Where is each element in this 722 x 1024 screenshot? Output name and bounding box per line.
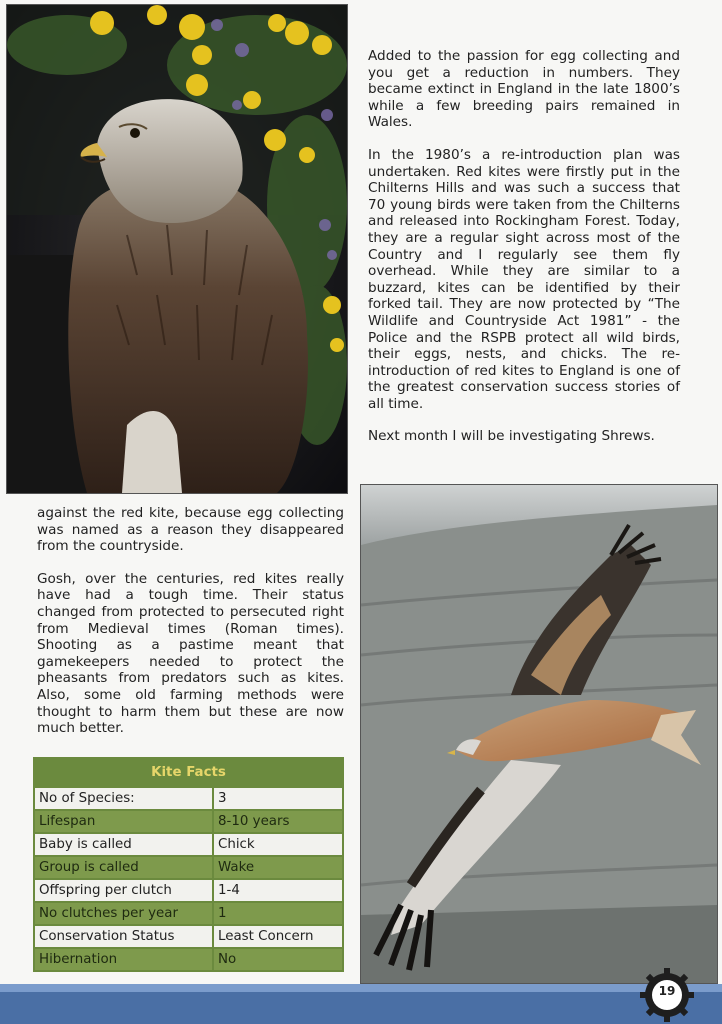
footer-band-highlight (0, 984, 722, 992)
fact-label: Hibernation (34, 948, 213, 971)
paragraph: Gosh, over the centuries, red kites really have had a tough time. Their status changed from protected to persecuted right from Medieval times (Roman times). Shooting as a pastime meant that gamekeepers needed to protect the pheasants from predators such as kites. Also, some old farming methods were thought to harm them but these are now much better. (37, 570, 344, 737)
paragraph: Added to the passion for egg collecting and you get a reduction in numbers. They became extinct in England in the late 1800’s while a few breeding pairs remained in Wales. (368, 48, 680, 131)
fact-value: Wake (213, 856, 343, 879)
table-row (34, 833, 343, 856)
kite-facts-table (33, 757, 344, 972)
fact-value: 3 (213, 787, 343, 810)
table-row (34, 948, 343, 971)
fact-value: 1-4 (213, 879, 343, 902)
table-row (34, 810, 343, 833)
kite-portrait-photo (6, 4, 348, 494)
table-row (34, 902, 343, 925)
fact-label: Lifespan (34, 810, 213, 833)
paragraph: Next month I will be investigating Shrews. (368, 428, 655, 445)
table-row (34, 787, 343, 810)
right-column-text (368, 48, 680, 461)
fact-label: Baby is called (34, 833, 213, 856)
paragraph: In the 1980’s a re-introduction plan was undertaken. Red kites were firstly put in the Chilterns Hills and was such a success that 70 young birds were taken from the Chilterns and released into Rockingham Forest. Today, they are a regular sight across most of the Country and I regularly see them fly overhead. While they are similar to a buzzard, kites can be identified by their forked tail. They are now protected by “The Wildlife and Countryside Act 1981” - the Police and the RSPB protect all wild birds, their eggs, nests, and chicks. The re-introduction of red kites to England is one of the greatest conservation success stories of all time. (368, 146, 680, 412)
table-row (34, 879, 343, 902)
fact-value: No (213, 948, 343, 971)
fact-label: No of Species: (34, 787, 213, 810)
table-row (34, 856, 343, 879)
fact-value: Chick (213, 833, 343, 856)
table-row (34, 925, 343, 948)
paragraph: against the red kite, because egg collecting was named as a reason they disappeared from the countryside. (37, 505, 344, 555)
fact-label: Conservation Status (34, 925, 213, 948)
fact-value: 1 (213, 902, 343, 925)
page-number: 19 (658, 984, 676, 998)
kite-flight-photo (360, 484, 718, 984)
left-column-text (37, 505, 344, 753)
fact-label: Group is called (34, 856, 213, 879)
fact-value: 8-10 years (213, 810, 343, 833)
fact-label: Offspring per clutch (34, 879, 213, 902)
fact-value: Least Concern (213, 925, 343, 948)
fact-label: No clutches per year (34, 902, 213, 925)
kite-facts-title: Kite Facts (34, 758, 343, 787)
